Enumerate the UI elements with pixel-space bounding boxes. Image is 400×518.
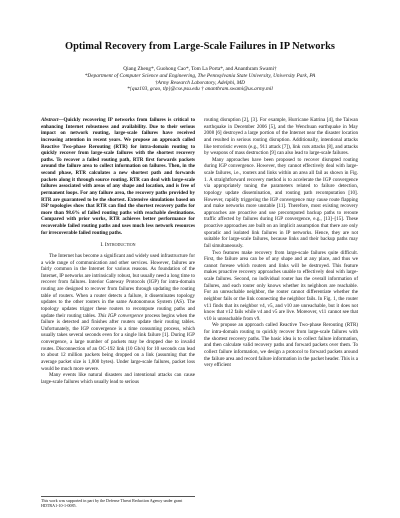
author-emails: *{quz103, gcao, tlp}@cse.psu.edu † ananthram.swami@us.army.mil: [127, 86, 273, 92]
intro-paragraph-4: Two features make recovery from large-scale failures quite difficult. First, the failure area can be of any shape and at any place, and thus we cannot foresee which routers and links will be destroyed. This feature makes proactive recovery approaches unable to effectively deal with large-scale failures. Second, no individual router has the overall information of failures, and each router only knows whether its neighbors are reachable. For an unreachable neighbor, the router cannot differentiate whether the neighbor fails or the link connecting the neighbor fails. In Fig. 1, the router v11 finds that its neighbor v4, v5, and v10 are unreachable, but it does not know that v12 fails while v4 and v5 are live. Moreover, v11 cannot see that v10 is unreachable from v9.: [204, 249, 358, 322]
intro-paragraph-1: [41, 253, 195, 372]
affiliation-army-lab: †Army Research Laboratory, Adelphi, MD: [154, 79, 246, 86]
intro-paragraph-1-emphasis: This IGP convergence: [97, 312, 144, 319]
abstract-text: —Quickly recovering IP networks from failures is critical to enhancing Internet robustness and availability. Due to their serious impact on network routing, large-scale failures have received increasing attention in recent years. We propose an approach called Reactive Two-phase Rerouting (RTR) for intra-domain routing to quickly recover from large-scale failures with the shortest recovery paths. To recover a failed routing path, RTR first forwards packets around the failure area to collect information on failures. Then, in the second phase, RTR calculates a new shortest path and forwards packets along it through source routing. RTR can deal with large-scale failures associated with areas of any shape and location, and is free of permanent loops. For any failure area, the recovery paths provided by RTR are guaranteed to be the shortest. Extensive simulations based on ISP topologies show that RTR can find the shortest recovery paths for more than 98.6% of failed routing paths with reachable destinations. Compared with prior works, RTR achieves better performance for recoverable failed routing paths and uses much less network resources for irrecoverable failed routing paths.: [41, 117, 195, 236]
intro-paragraph-1-part-a: The Internet has become a significant and widely used infrastructure for a wide range of communication and other services. However, failures are fairly common in the Internet for various reasons. As foundation of the Internet, IP networks are intrinsically robust, but usually need a long time to recover from failures. Interior Gateway Protocols (IGP) for intra-domain routing are designed to recover from failures through updating the routing table of routers. When a router detects a failure, it disseminates topology updates to the other routers in the same Autonomous System (AS). The topology updates trigger these routers to recompute routing paths and update their routing tables.: [41, 252, 195, 319]
funding-footnote: This work was supported in part by the Defense Threat Reduction Agency under grant HDTRA1-10-1-0085.: [41, 496, 195, 508]
intro-paragraph-5: We propose an approach called Reactive Two-phase Rerouting (RTR) for intra-domain routing to quickly recover from large-scale failures with the shortest recovery paths. The basic idea is to collect failure information, and then calculate valid recovery paths and forward packets over them. To collect failure information, we design a protocol to forward packets around the failure area and record failure information in the packet header. This is a very efficient: [204, 322, 358, 369]
intro-paragraph-2: Many events like natural disasters and intentional attacks can cause large-scale failures which usually lead to serious: [41, 372, 195, 385]
affiliation-university: *Department of Computer Science and Engineering, The Pennsylvania State University, University Park, PA: [84, 73, 316, 79]
left-column: [41, 117, 195, 385]
right-column: [204, 117, 358, 369]
paper-title: Optimal Recovery from Large-Scale Failures in IP Networks: [65, 41, 335, 52]
section-heading-introduction: I. Introduction: [100, 242, 136, 249]
intro-paragraph-3: Many approaches have been proposed to recover disrupted routing during IGP convergence. However, they cannot effectively deal with large-scale failures, i.e., routers and links within an area all fail as shown in Fig. 1. A straightforward recovery method is to accelerate the IGP convergence via appropriately tuning the parameters related to failure detection, topology update dissemination, and routing path recomputation [10]. However, rapidly triggering the IGP convergence may cause route flapping and make networks more unstable [11]. Therefore, most existing recovery approaches are proactive and use precomputed backup paths to reroute traffic affected by failures during IGP convergence, e.g., [13]–[15]. These proactive approaches are built on an implicit assumption that there are only sporadic and isolated link failures in IP networks. Hence, they are not suitable for large-scale failures, because links and their backup paths may fail simultaneously.: [204, 156, 358, 249]
intro-paragraph-1-part-b: process begins when the failure is detected and finishes after routers update their routing tables. Unfortunately, the IGP convergence is a time consuming process, which usually takes several seconds even for a single link failure [1]. During IGP convergence, a large number of packets may be dropped due to invalid routes. Disconnection of an OC-192 link (10 Gb/s) for 10 seconds can lead to about 12 million packets being dropped on a link (assuming that the average packet size is 1,000 bytes). Under large-scale failures, packet loss would be much more severe.: [41, 312, 195, 372]
abstract: [41, 117, 195, 236]
intro-paragraph-2-continued: routing disruption [2], [3]. For example, Hurricane Katrina [4], the Taiwan earthquake in December 2006 [5], and the Wenchuan earthquake in May 2008 [6] destroyed a large portion of the Internet near the disaster location and resulted in serious routing disruption. Additionally, intentional attacks like terroristic events (e.g., 911 attack [7]), link cuts attacks [8], and attacks by weapons of mass destruction [9] can also lead to large-scale failures.: [204, 117, 358, 157]
author-list: Qiang Zheng*, Guohong Cao*, Tom La Porta*, and Ananthram Swami†: [123, 66, 277, 72]
abstract-lead: Abstract: [41, 117, 59, 123]
